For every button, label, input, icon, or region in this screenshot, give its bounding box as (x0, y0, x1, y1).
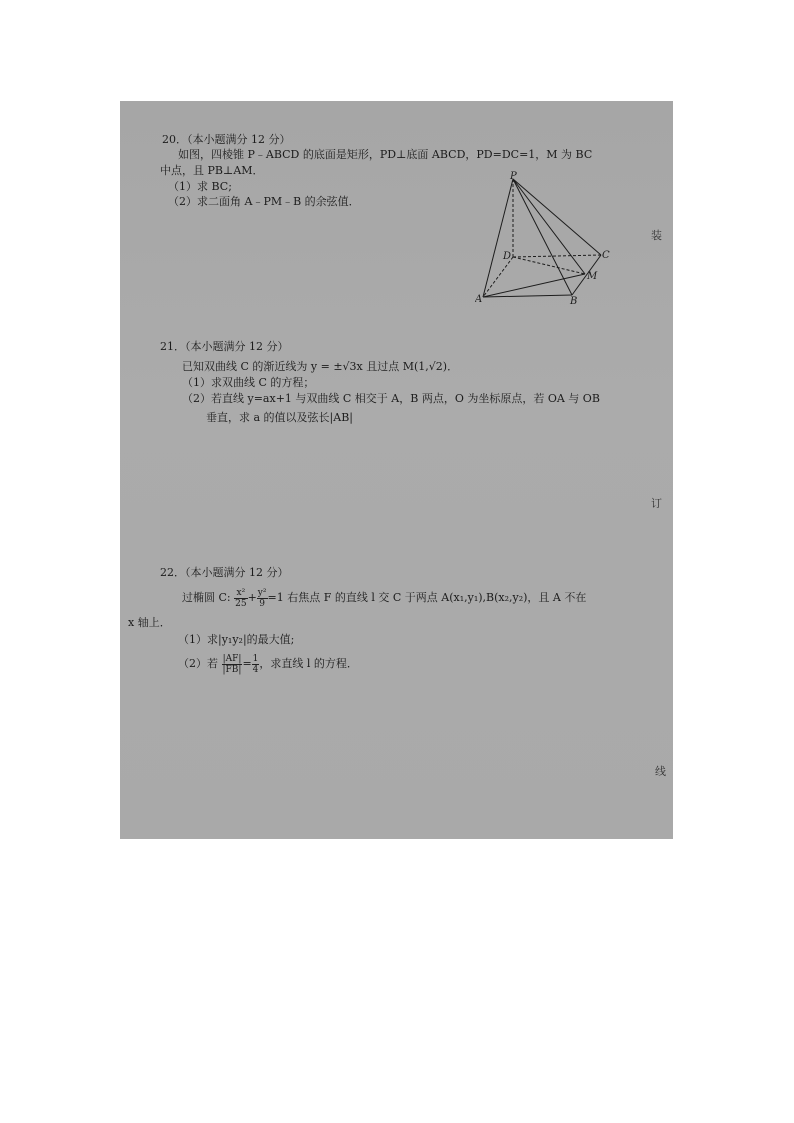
q22-line1-suffix: =1 右焦点 F 的直线 l 交 C 于两点 A(x₁,y₁),B(x₂,y₂)，且 A 不在 (267, 591, 587, 604)
margin-ding: 订 (651, 497, 662, 510)
q21-part2: （2）若直线 y=ax+1 与双曲线 C 相交于 A，B 两点，O 为坐标原点，若 OA 与 OB (182, 392, 600, 405)
q20-line2: 中点，且 PB⊥AM． (160, 164, 264, 177)
q22-part1: （1）求|y₁y₂|的最大值; (178, 633, 295, 646)
frac-den: 25 (235, 598, 247, 609)
exam-photo (120, 101, 673, 839)
frac-num: 1 (252, 653, 259, 664)
q22-part2-prefix: （2）若 (178, 657, 218, 670)
fraction-y2-9 (257, 588, 268, 609)
q22-part2-suffix: ，求直线 l 的方程． (259, 657, 358, 670)
label-C: C (602, 250, 610, 261)
label-D: D (503, 251, 512, 262)
q22-line1-prefix: 过椭圆 C: (182, 591, 231, 604)
q20-number: 20．（本小题满分 12 分） (162, 133, 291, 146)
fraction-x2-25 (234, 588, 247, 609)
margin-zhuang: 装 (651, 229, 662, 242)
frac-num: x² (234, 588, 247, 599)
q21-number: 21．（本小题满分 12 分） (160, 340, 289, 353)
frac-den: 9 (259, 598, 266, 609)
label-P: P (510, 171, 517, 182)
q21-part1: （1）求双曲线 C 的方程； (182, 376, 315, 389)
q20-part1: （1）求 BC; (168, 180, 232, 193)
frac-den: |FB| (222, 664, 242, 675)
margin-xian: 线 (655, 765, 666, 778)
fraction-af-fb (222, 654, 243, 675)
q22-line2: x 轴上． (128, 616, 171, 629)
frac-num: y² (257, 587, 267, 598)
q22-line1 (182, 586, 586, 610)
q22-part2 (178, 652, 358, 676)
label-B: B (570, 296, 578, 307)
q20-line1: 如图，四棱锥 P﹣ABCD 的底面是矩形，PD⊥底面 ABCD，PD=DC=1，M 为 BC (178, 148, 593, 161)
q22-number: 22．（本小题满分 12 分） (160, 566, 289, 579)
q20-part2: （2）求二面角 A﹣PM﹣B 的余弦值． (168, 195, 360, 208)
label-M: M (587, 271, 598, 282)
q21-line1: 已知双曲线 C 的渐近线为 y = ±√3x 且过点 M(1,√2)． (182, 360, 459, 373)
frac-den: 4 (252, 664, 259, 675)
frac-num: |AF| (222, 653, 242, 664)
plus-sign: + (247, 591, 257, 604)
pyramid-figure (475, 171, 615, 311)
label-A: A (475, 294, 483, 305)
equals-sign: = (242, 657, 252, 670)
q21-part2-cont: 垂直，求 a 的值以及弦长|AB| (206, 411, 353, 424)
